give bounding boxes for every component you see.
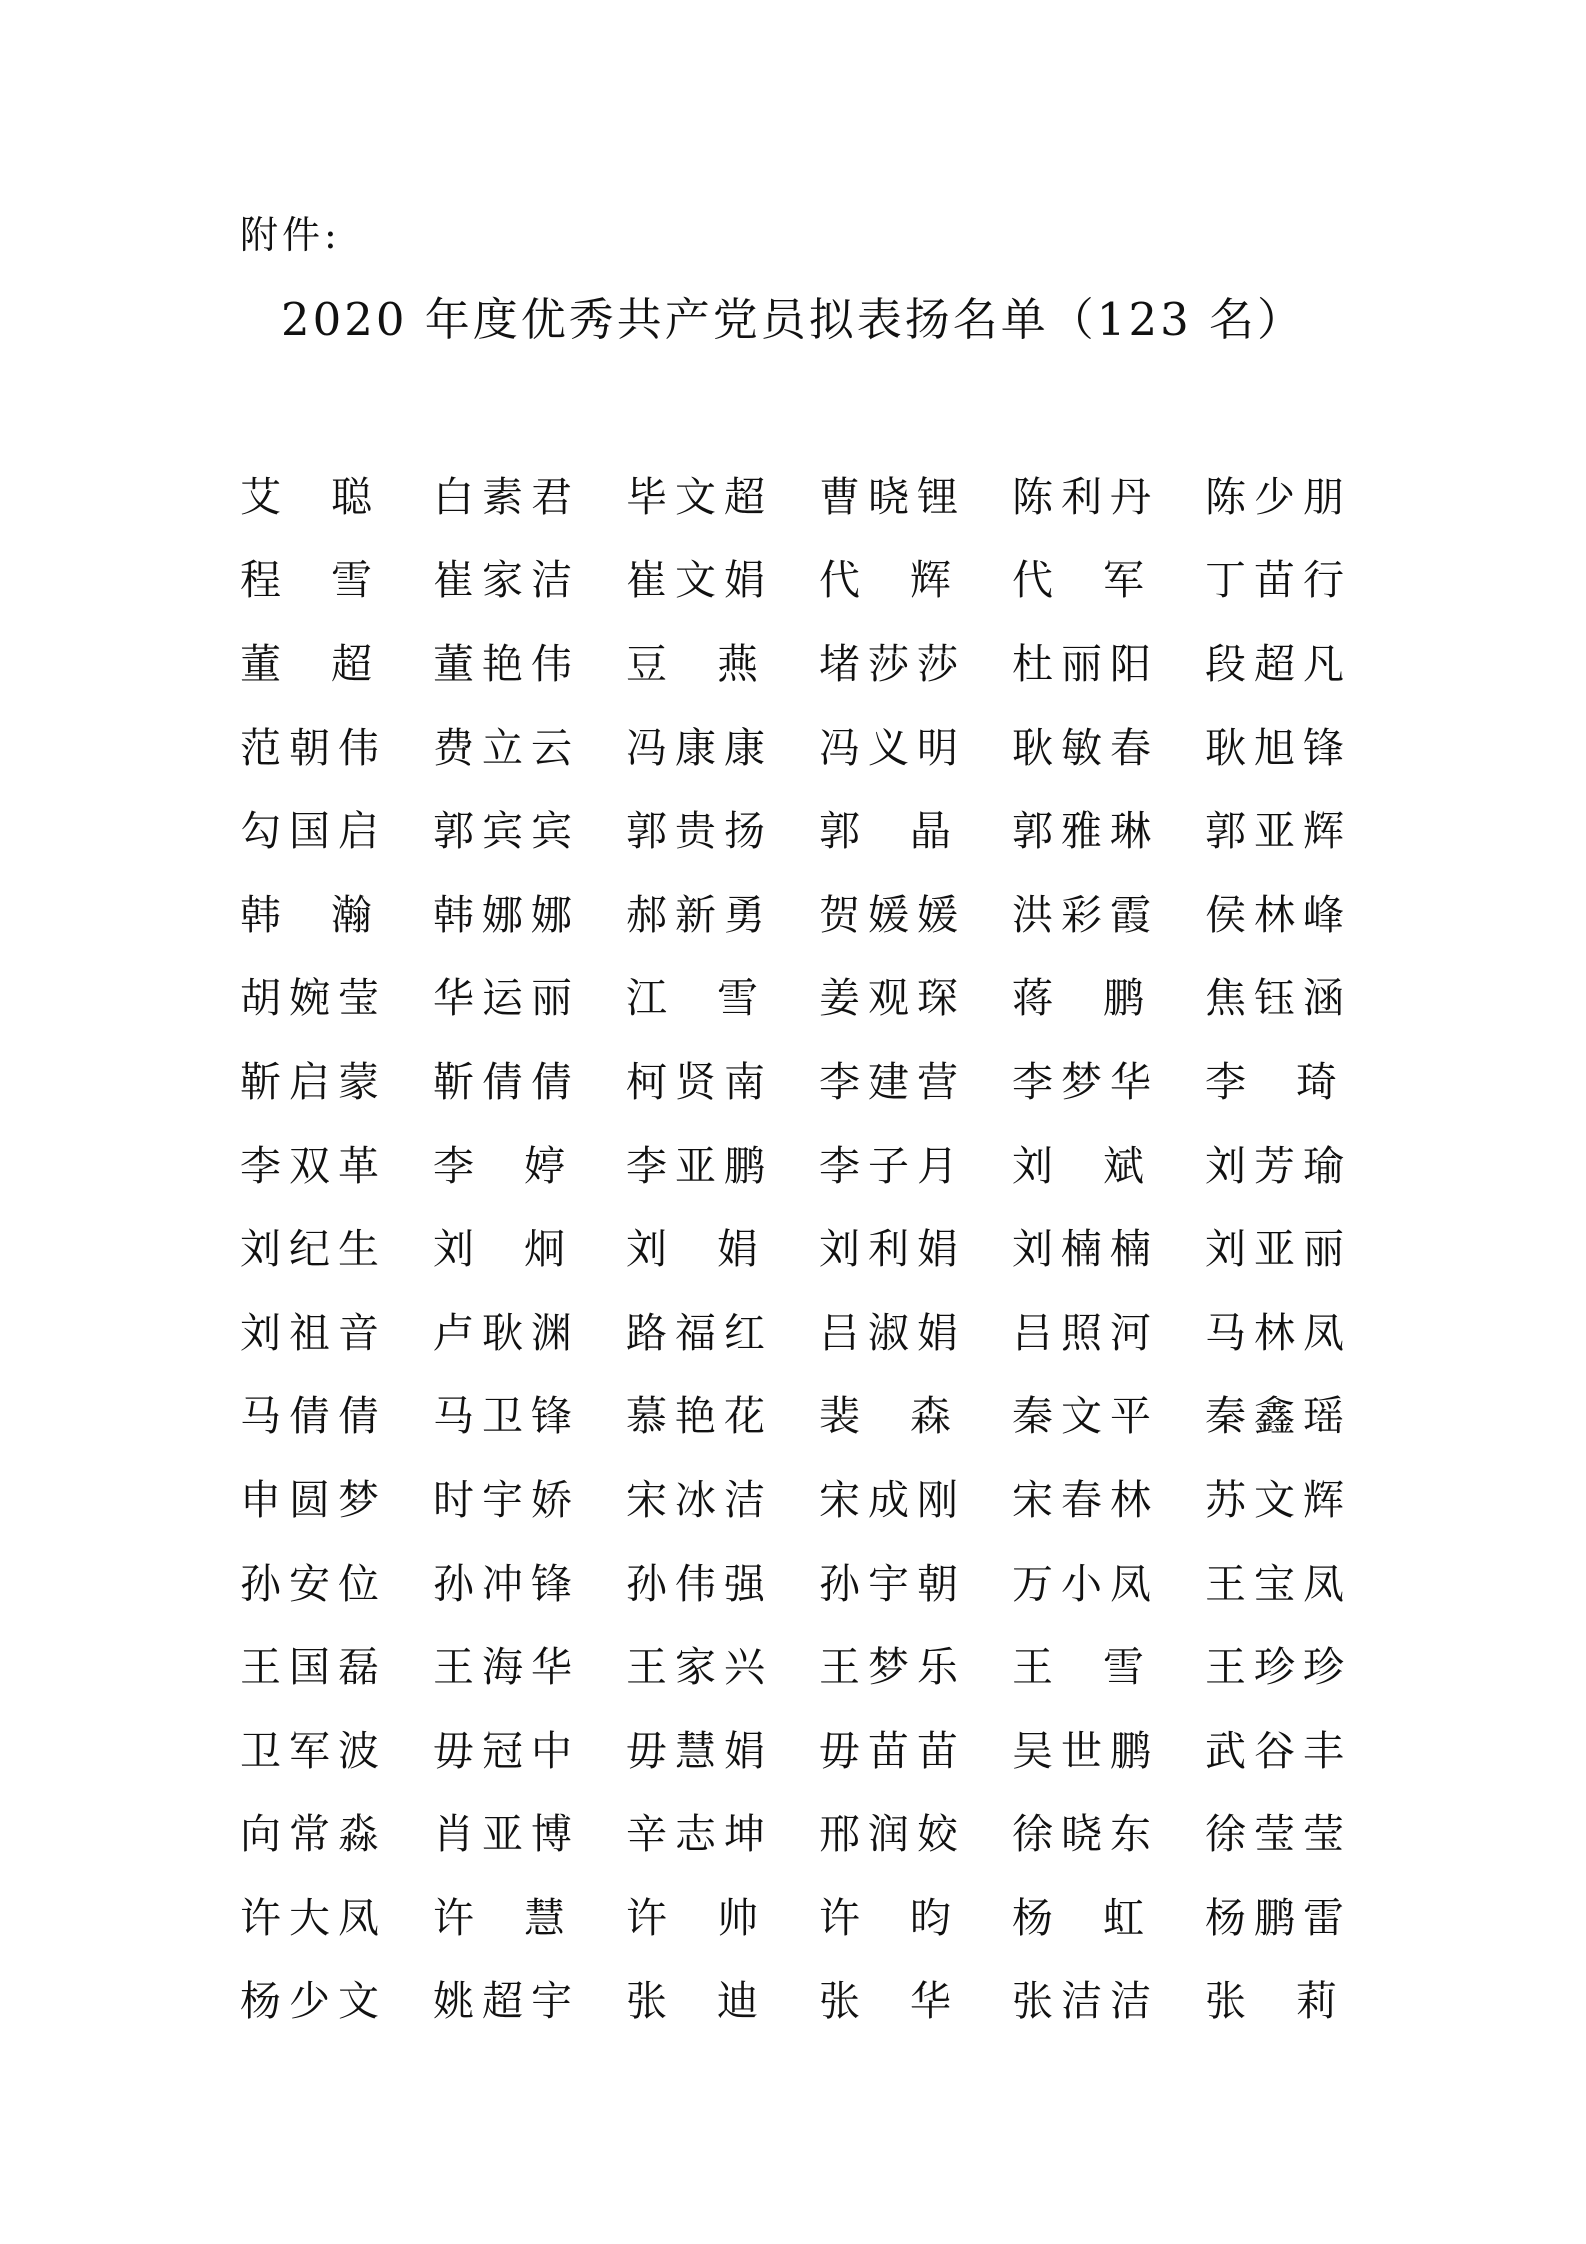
name-entry: 宋春林 bbox=[1012, 1475, 1159, 1524]
name-entry: 张洁洁 bbox=[1012, 1977, 1159, 2026]
name-entry: 王珍珍 bbox=[1205, 1643, 1352, 1692]
name-entry: 柯贤南 bbox=[626, 1057, 773, 1106]
name-entry: 崔家洁 bbox=[433, 556, 580, 605]
name-entry: 裴森 bbox=[819, 1392, 1001, 1441]
name-entry: 刘炯 bbox=[433, 1225, 615, 1274]
name-entry: 李双革 bbox=[240, 1141, 387, 1190]
name-entry: 孙伟强 bbox=[626, 1559, 773, 1608]
name-entry: 武谷丰 bbox=[1205, 1726, 1352, 1775]
attachment-label: 附件: bbox=[240, 213, 341, 257]
name-entry: 宋成刚 bbox=[819, 1475, 966, 1524]
name-entry: 王梦乐 bbox=[819, 1643, 966, 1692]
name-entry: 段超凡 bbox=[1205, 639, 1352, 688]
name-entry: 肖亚博 bbox=[433, 1810, 580, 1859]
name-entry: 董艳伟 bbox=[433, 639, 580, 688]
name-entry: 蒋鹏 bbox=[1012, 974, 1194, 1023]
name-entry: 李婷 bbox=[433, 1141, 615, 1190]
name-entry: 毋慧娟 bbox=[626, 1726, 773, 1775]
name-entry: 杨虹 bbox=[1012, 1893, 1194, 1942]
name-entry: 许帅 bbox=[626, 1893, 808, 1942]
name-entry: 路福红 bbox=[626, 1308, 773, 1357]
name-entry: 李建营 bbox=[819, 1057, 966, 1106]
name-entry: 张华 bbox=[819, 1977, 1001, 2026]
name-entry: 辛志坤 bbox=[626, 1810, 773, 1859]
name-entry: 曹晓锂 bbox=[819, 472, 966, 521]
name-entry: 刘斌 bbox=[1012, 1141, 1194, 1190]
name-entry: 勾国启 bbox=[240, 807, 387, 856]
name-entry: 吕淑娟 bbox=[819, 1308, 966, 1357]
name-entry: 耿旭锋 bbox=[1205, 723, 1352, 772]
name-entry: 郭晶 bbox=[819, 807, 1001, 856]
name-entry: 刘娟 bbox=[626, 1225, 808, 1274]
name-entry: 冯康康 bbox=[626, 723, 773, 772]
name-entry: 王海华 bbox=[433, 1643, 580, 1692]
name-entry: 时宇娇 bbox=[433, 1475, 580, 1524]
name-entry: 耿敏春 bbox=[1012, 723, 1159, 772]
name-entry: 韩瀚 bbox=[240, 890, 422, 939]
name-entry: 许慧 bbox=[433, 1893, 615, 1942]
name-entry: 毕文超 bbox=[626, 472, 773, 521]
name-entry: 刘利娟 bbox=[819, 1225, 966, 1274]
name-entry: 冯义明 bbox=[819, 723, 966, 772]
name-entry: 李琦 bbox=[1205, 1057, 1387, 1106]
name-entry: 苏文辉 bbox=[1205, 1475, 1352, 1524]
name-entry: 向常淼 bbox=[240, 1810, 387, 1859]
name-entry: 豆燕 bbox=[626, 639, 808, 688]
name-entry: 孙冲锋 bbox=[433, 1559, 580, 1608]
name-entry: 王雪 bbox=[1012, 1643, 1194, 1692]
name-list bbox=[240, 455, 1387, 2043]
name-entry: 申圆梦 bbox=[240, 1475, 387, 1524]
name-entry: 靳启蒙 bbox=[240, 1057, 387, 1106]
name-entry: 侯林峰 bbox=[1205, 890, 1352, 939]
name-entry: 马卫锋 bbox=[433, 1392, 580, 1441]
name-entry: 秦鑫瑶 bbox=[1205, 1392, 1352, 1441]
name-entry: 吕照河 bbox=[1012, 1308, 1159, 1357]
name-entry: 杜丽阳 bbox=[1012, 639, 1159, 688]
document-title: 2020 年度优秀共产党员拟表扬名单（123 名） bbox=[280, 293, 1306, 346]
name-entry: 马倩倩 bbox=[240, 1392, 387, 1441]
name-entry: 姚超宇 bbox=[433, 1977, 580, 2026]
name-entry: 杨少文 bbox=[240, 1977, 387, 2026]
name-entry: 陈少朋 bbox=[1205, 472, 1352, 521]
name-entry: 毋冠中 bbox=[433, 1726, 580, 1775]
name-entry: 郝新勇 bbox=[626, 890, 773, 939]
name-entry: 宋冰洁 bbox=[626, 1475, 773, 1524]
name-entry: 李子月 bbox=[819, 1141, 966, 1190]
name-entry: 刘芳瑜 bbox=[1205, 1141, 1352, 1190]
name-entry: 王宝凤 bbox=[1205, 1559, 1352, 1608]
name-entry: 刘楠楠 bbox=[1012, 1225, 1159, 1274]
name-entry: 李梦华 bbox=[1012, 1057, 1159, 1106]
name-entry: 马林凤 bbox=[1205, 1308, 1352, 1357]
name-entry: 堵莎莎 bbox=[819, 639, 966, 688]
name-entry: 李亚鹏 bbox=[626, 1141, 773, 1190]
name-entry: 秦文平 bbox=[1012, 1392, 1159, 1441]
name-entry: 王国磊 bbox=[240, 1643, 387, 1692]
name-entry: 崔文娟 bbox=[626, 556, 773, 605]
name-entry: 杨鹏雷 bbox=[1205, 1893, 1352, 1942]
name-entry: 孙安位 bbox=[240, 1559, 387, 1608]
name-entry: 刘亚丽 bbox=[1205, 1225, 1352, 1274]
name-entry: 卫军波 bbox=[240, 1726, 387, 1775]
name-entry: 姜观琛 bbox=[819, 974, 966, 1023]
name-entry: 许大凤 bbox=[240, 1893, 387, 1942]
name-entry: 万小凤 bbox=[1012, 1559, 1159, 1608]
name-entry: 靳倩倩 bbox=[433, 1057, 580, 1106]
name-entry: 董超 bbox=[240, 639, 422, 688]
name-entry: 徐莹莹 bbox=[1205, 1810, 1352, 1859]
name-entry: 韩娜娜 bbox=[433, 890, 580, 939]
name-entry: 华运丽 bbox=[433, 974, 580, 1023]
name-entry: 刘纪生 bbox=[240, 1225, 387, 1274]
name-entry: 许昀 bbox=[819, 1893, 1001, 1942]
name-entry: 郭雅琳 bbox=[1012, 807, 1159, 856]
name-entry: 郭亚辉 bbox=[1205, 807, 1352, 856]
name-entry: 洪彩霞 bbox=[1012, 890, 1159, 939]
name-entry: 江雪 bbox=[626, 974, 808, 1023]
name-entry: 毋苗苗 bbox=[819, 1726, 966, 1775]
name-entry: 邢润姣 bbox=[819, 1810, 966, 1859]
name-entry: 郭宾宾 bbox=[433, 807, 580, 856]
name-entry: 代军 bbox=[1012, 556, 1194, 605]
name-entry: 陈利丹 bbox=[1012, 472, 1159, 521]
name-entry: 孙宇朝 bbox=[819, 1559, 966, 1608]
name-entry: 艾聪 bbox=[240, 472, 422, 521]
name-entry: 吴世鹏 bbox=[1012, 1726, 1159, 1775]
name-entry: 丁苗行 bbox=[1205, 556, 1352, 605]
name-entry: 费立云 bbox=[433, 723, 580, 772]
name-entry: 程雪 bbox=[240, 556, 422, 605]
name-entry: 焦钰涵 bbox=[1205, 974, 1352, 1023]
name-entry: 白素君 bbox=[433, 472, 580, 521]
name-entry: 范朝伟 bbox=[240, 723, 387, 772]
name-entry: 代辉 bbox=[819, 556, 1001, 605]
name-entry: 张迪 bbox=[626, 1977, 808, 2026]
name-entry: 卢耿渊 bbox=[433, 1308, 580, 1357]
name-entry: 张莉 bbox=[1205, 1977, 1387, 2026]
name-entry: 慕艳花 bbox=[626, 1392, 773, 1441]
name-entry: 徐晓东 bbox=[1012, 1810, 1159, 1859]
name-entry: 刘祖音 bbox=[240, 1308, 387, 1357]
name-entry: 贺媛媛 bbox=[819, 890, 966, 939]
name-entry: 郭贵扬 bbox=[626, 807, 773, 856]
name-entry: 胡婉莹 bbox=[240, 974, 387, 1023]
name-entry: 王家兴 bbox=[626, 1643, 773, 1692]
